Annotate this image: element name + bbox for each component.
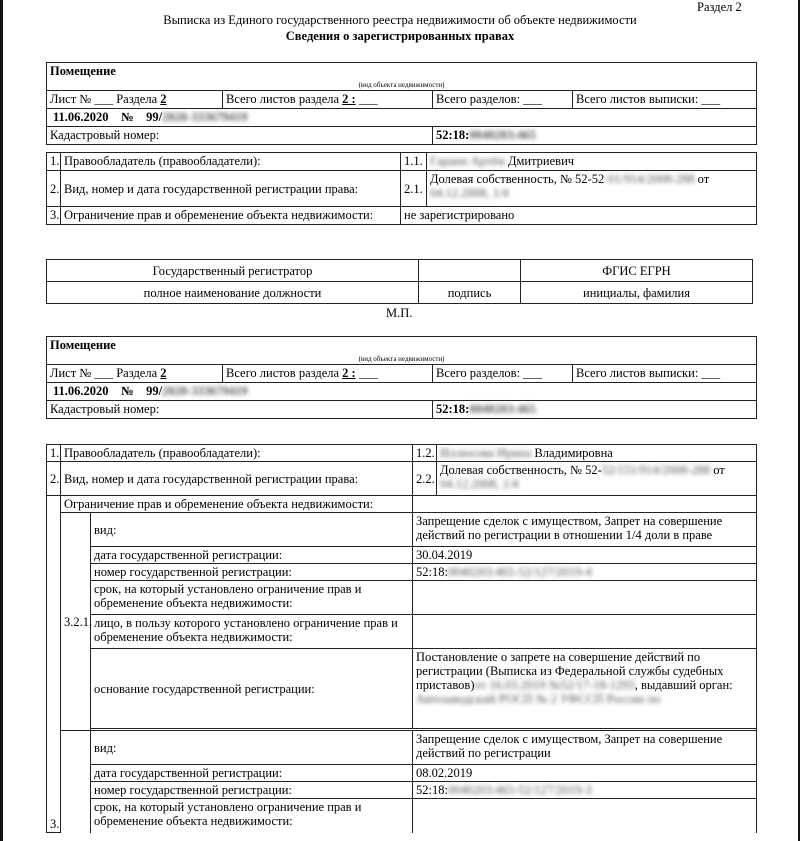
- total-extract-sheets: Всего листов выписки: ___: [573, 90, 757, 108]
- total-sections: Всего разделов: ___: [433, 364, 573, 382]
- document-subtitle: Сведения о зарегистрированных правах: [285, 29, 515, 43]
- registrar-position: Государственный регистратор: [47, 260, 419, 282]
- row-number: 1.: [47, 445, 61, 462]
- document-title: Выписка из Единого государственного реестра недвижимости об объекте недвижимости: [163, 13, 637, 27]
- registration-label: Вид, номер и дата государственной регистрации права:: [61, 171, 401, 207]
- restriction-number-value: 52:18:0040203:465-52/127/2019-4: [413, 564, 757, 581]
- cadastral-number: 52:18:0040203:465: [433, 400, 757, 418]
- total-sheets: Всего листов раздела 2 : ___: [223, 90, 433, 108]
- row-subnumber: 2.1.: [401, 171, 427, 207]
- restriction-label: Ограничение прав и обременение объекта недвижимости:: [61, 207, 401, 225]
- row-number: 1.: [47, 153, 61, 171]
- object-type: Помещение: [47, 337, 757, 354]
- restriction-value: не зарегистрировано: [401, 207, 757, 225]
- caption-position: полное наименование должности: [47, 282, 419, 304]
- block1-rights-table: [46, 152, 757, 225]
- rightholder-label: Правообладатель (правообладатели):: [61, 153, 401, 171]
- restriction-number-value: 52:18:0040203:465-52/127/2019-3: [413, 782, 757, 799]
- restriction-term-value: [413, 581, 757, 615]
- registration-label: Вид, номер и дата государственной регистрации права:: [61, 462, 413, 496]
- restriction-term-label: срок, на который установлено ограничение прав и обременение объекта недвижимости:: [91, 581, 413, 615]
- caption-signature: подпись: [419, 282, 521, 304]
- restriction-subnumber: 3.2.1.: [61, 513, 91, 731]
- extract-date-number: 11.06.2020 № 99/2020-333679419: [47, 108, 757, 126]
- total-extract-sheets: Всего листов выписки: ___: [573, 364, 757, 382]
- restriction-header: Ограничение прав и обременение объекта недвижимости:: [61, 496, 413, 513]
- left-frame-border: [0, 0, 3, 841]
- registrar-system: ФГИС ЕГРН: [521, 260, 753, 282]
- restriction-basis-label: основание государственной регистрации:: [91, 649, 413, 729]
- block2-header-table: [46, 336, 757, 419]
- row-subnumber: 1.1.: [401, 153, 427, 171]
- stamp-placeholder: М.П.: [386, 306, 413, 320]
- cadastral-label: Кадастровый номер:: [47, 400, 433, 418]
- object-type: Помещение: [47, 63, 757, 80]
- registration-value: Долевая собственность, № 52-52/151/914/2008-288 от 04.12.2008, 1/4: [437, 462, 757, 496]
- restriction-number-label: номер государственной регистрации:: [91, 782, 413, 799]
- restriction-term-label: срок, на который установлено ограничение прав и обременение объекта недвижимости:: [91, 799, 413, 833]
- restriction-date-value: 08.02.2019: [413, 765, 757, 782]
- rightholder-label: Правообладатель (правообладатели):: [61, 445, 413, 462]
- section-label: Раздел 2: [697, 0, 742, 14]
- restriction-section-number: 3.: [47, 496, 61, 833]
- rightholder-value: Иллюсова Ирина Владимировна: [437, 445, 757, 462]
- restriction-header-value: [413, 496, 757, 513]
- row-number: 2.: [47, 462, 61, 496]
- restriction-kind-value: Запрещение сделок с имуществом, Запрет на совершение действий по регистрации: [413, 731, 757, 765]
- sheet-number: Лист № ___ Раздела 2: [47, 364, 223, 382]
- total-sheets: Всего листов раздела 2 : ___: [223, 364, 433, 382]
- block1-header-table: [46, 62, 757, 145]
- signature-table: [46, 259, 753, 304]
- object-type-note: (вид объекта недвижимости): [47, 354, 757, 365]
- block2-rights-table: [46, 444, 757, 833]
- restriction-subnumber-2: [61, 731, 91, 833]
- restriction-kind-label: вид:: [91, 731, 413, 765]
- restriction-person-label: лицо, в пользу которого установлено ограничение прав и обременение объекта недвижимости:: [91, 615, 413, 649]
- cadastral-label: Кадастровый номер:: [47, 126, 433, 144]
- restriction-kind-label: вид:: [91, 513, 413, 547]
- object-type-note: (вид объекта недвижимости): [47, 80, 757, 91]
- caption-name: инициалы, фамилия: [521, 282, 753, 304]
- total-sections: Всего разделов: ___: [433, 90, 573, 108]
- registration-value: Долевая собственность, № 52-52-01/914/2008-288 от 04.12.2008, 1/4: [427, 171, 757, 207]
- restriction-date-label: дата государственной регистрации:: [91, 765, 413, 782]
- rightholder-value: Гаранн Артём Дмитриевич: [427, 153, 757, 171]
- cadastral-number: 52:18:0040203:465: [433, 126, 757, 144]
- extract-date-number: 11.06.2020 № 99/2020-333679419: [47, 382, 757, 400]
- restriction-kind-value: Запрещение сделок с имуществом, Запрет на совершение действий по регистрации в отношении 1/4 доли в праве: [413, 513, 757, 547]
- restriction-person-value: [413, 615, 757, 649]
- row-number: 3.: [47, 207, 61, 225]
- sheet-number: Лист № ___ Раздела 2: [47, 90, 223, 108]
- row-number: 2.: [47, 171, 61, 207]
- restriction-basis-value: Постановление о запрете на совершение действий по регистрации (Выписка из Федеральной службы судебных приставов)от 16.03.2019 №52/17-18-1293, выдавший орган: Автозаводский РОСП № 2 УФССП России по: [413, 649, 757, 729]
- signature-cell: [419, 260, 521, 282]
- row-subnumber: 2.2.: [413, 462, 437, 496]
- restriction-date-label: дата государственной регистрации:: [91, 547, 413, 564]
- row-subnumber: 1.2.: [413, 445, 437, 462]
- restriction-term-value: [413, 799, 757, 833]
- restriction-date-value: 30.04.2019: [413, 547, 757, 564]
- restriction-number-label: номер государственной регистрации:: [91, 564, 413, 581]
